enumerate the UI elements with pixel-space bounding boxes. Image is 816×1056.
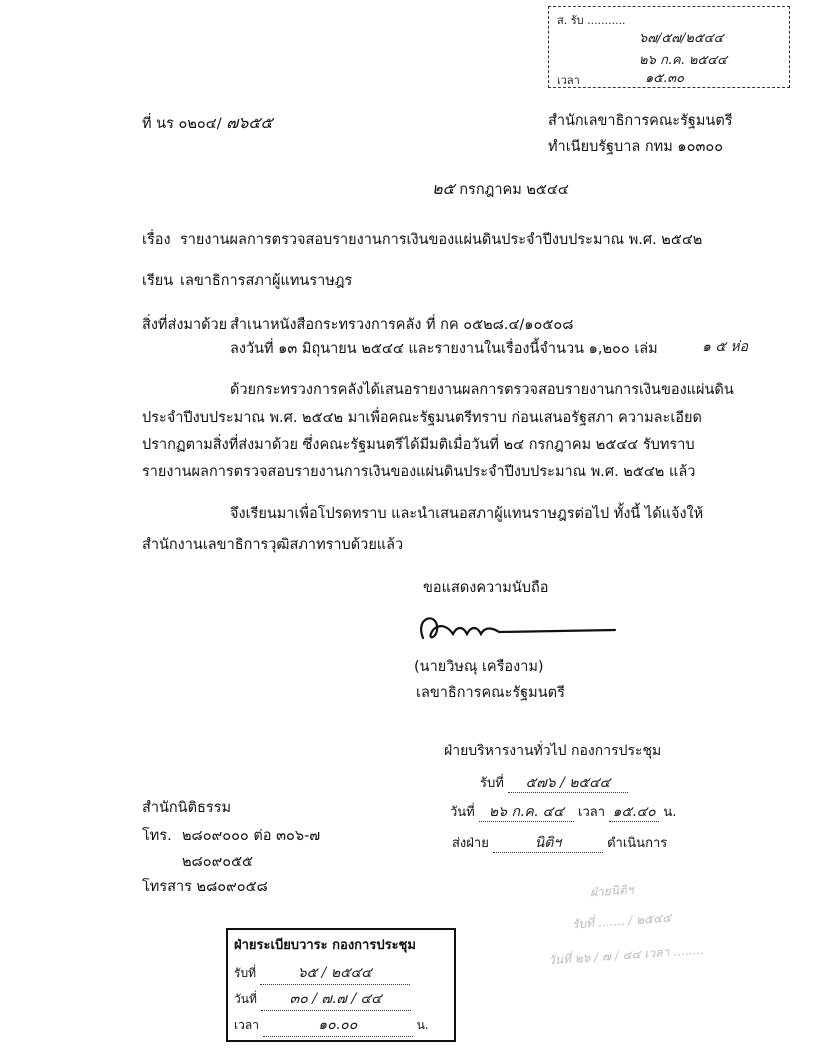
body-paragraph-1-line-2: ประจำปีงบประมาณ พ.ศ. ๒๕๔๒ มาเพื่อคณะรัฐมนตรีทราบ ก่อนเสนอรัฐสภา ความละเอียด <box>142 410 702 426</box>
reference-number <box>142 114 273 133</box>
signer-name: (นายวิษณุ เครืองาม) <box>414 659 544 675</box>
recipient-text: เลขาธิการสภาผู้แทนราษฎร <box>180 273 353 289</box>
faded-stamp-line-1: ฝ่ายนิติฯ <box>589 882 634 900</box>
body-paragraph-1-line-4: รายงานผลการตรวจสอบรายงานการเงินของแผ่นดินประจำปีงบประมาณ พ.ศ. ๒๕๔๒ แล้ว <box>142 464 696 480</box>
admin-stamp-time-label: เวลา <box>578 805 606 820</box>
enclosure-label: สิ่งที่ส่งมาด้วย <box>142 317 228 333</box>
faded-stamp-line-3: วันที่ ๒๖ / ๗ / ๔๔ เวลา ........ <box>547 942 705 968</box>
faded-stamp-line-2: รับที่ ....... / ๒๕๔๔ <box>571 910 672 932</box>
office-address: ทำเนียบรัฐบาล กทม ๑๐๓๐๐ <box>548 139 724 155</box>
enclosure-line-1: สำเนาหนังสือกระทรวงการคลัง ที่ กค ๐๕๒๘.๔/๑๐๕๐๘ <box>230 317 574 333</box>
footer-tel-1: ๒๘๐๙๐๐๐ ต่อ ๓๐๖-๗ <box>182 828 321 844</box>
admin-stamp-action: ดำเนินการ <box>607 836 668 851</box>
registry-stamp-date <box>234 988 411 1011</box>
body-paragraph-2-line-2: สำนักงานเลขาธิการวุฒิสภาทราบด้วยแล้ว <box>142 537 404 553</box>
footer-tel-2: ๒๘๐๙๐๕๕ <box>182 854 254 870</box>
body-paragraph-1-line-3: ปรากฏตามสิ่งที่ส่งมาด้วย ซึ่งคณะรัฐมนตรีได้มีมติเมื่อวันที่ ๒๔ กรกฎาคม ๒๕๔๔ รับทราบ <box>142 437 695 453</box>
admin-stamp-date-value: ๒๖ ก.ค. ๔๔ <box>479 803 574 822</box>
admin-stamp-send-label: ส่งฝ่าย <box>452 836 489 851</box>
admin-stamp-send <box>452 834 667 853</box>
receipt-stamp-top <box>548 6 790 88</box>
registry-stamp-time-value: ๑๐.๐๐ <box>263 1014 413 1037</box>
enclosure-handwritten-note: ๑ ๕ ห่อ <box>702 339 749 355</box>
reference-handwritten: ๗๖๕๕ <box>226 113 273 132</box>
subject-label: เรื่อง <box>142 232 171 248</box>
admin-stamp-title: ฝ่ายบริหารงานทั่วไป กองการประชุม <box>444 743 662 759</box>
admin-stamp-date <box>450 803 676 822</box>
letter-date <box>432 180 569 199</box>
date-day-handwritten: ๒๕ <box>432 179 455 198</box>
stamp-date: ๒๖ ก.ค. ๒๕๔๔ <box>639 53 728 68</box>
footer-fax: โทรสาร ๒๘๐๙๐๕๘ <box>142 879 268 895</box>
footer-department: สำนักนิติธรรม <box>142 800 231 816</box>
footer-tel-label: โทร. <box>142 828 172 844</box>
admin-stamp-date-label: วันที่ <box>450 805 475 820</box>
admin-stamp-received-label: รับที่ <box>480 776 504 791</box>
recipient-label: เรียน <box>142 273 174 289</box>
subject-text: รายงานผลการตรวจสอบรายงานการเงินของแผ่นดินประจำปีงบประมาณ พ.ศ. ๒๕๔๒ <box>180 232 703 248</box>
admin-stamp-received <box>480 774 628 793</box>
stamp-number: ๖๗/๕๗/๒๕๔๔ <box>639 31 724 46</box>
signature-icon <box>405 608 620 650</box>
reference-label: ที่ นร ๐๒๐๔/ <box>142 116 222 132</box>
registry-stamp-received-value: ๖๕ / ๒๕๔๔ <box>260 962 410 985</box>
admin-stamp-time-value: ๑๕.๔๐ <box>609 803 659 822</box>
stamp-time-label: เวลา <box>557 74 580 87</box>
registry-stamp-received <box>234 962 410 985</box>
closing-salutation: ขอแสดงความนับถือ <box>423 580 549 596</box>
signer-position: เลขาธิการคณะรัฐมนตรี <box>416 685 565 701</box>
admin-stamp-time-unit: น. <box>663 805 677 820</box>
stamp-time: ๑๕.๓๐ <box>645 71 685 86</box>
registry-stamp-time-unit: น. <box>416 1018 429 1032</box>
registry-stamp-title: ฝ่ายระเบียบวาระ กองการประชุม <box>234 938 416 953</box>
registry-stamp-time-label: เวลา <box>234 1018 259 1032</box>
admin-stamp-send-value: นิติฯ <box>493 834 603 853</box>
registry-stamp-received-label: รับที่ <box>234 966 256 980</box>
admin-stamp-received-value: ๕๗๖ / ๒๕๔๔ <box>508 774 628 793</box>
body-paragraph-1-line-1: ด้วยกระทรวงการคลังได้เสนอรายงานผลการตรวจสอบรายงานการเงินของแผ่นดิน <box>230 382 734 398</box>
registry-stamp-date-value: ๓๐ / ๗.๗ / ๔๔ <box>261 988 411 1011</box>
office-name: สำนักเลขาธิการคณะรัฐมนตรี <box>548 113 733 129</box>
date-month-year: กรกฎาคม ๒๕๔๔ <box>459 182 569 198</box>
enclosure-line-2: ลงวันที่ ๑๓ มิถุนายน ๒๕๔๔ และรายงานในเรื่องนี้จำนวน ๑,๒๐๐ เล่ม <box>230 341 658 357</box>
body-paragraph-2-line-1: จึงเรียนมาเพื่อโปรดทราบ และนำเสนอสภาผู้แทนราษฎรต่อไป ทั้งนี้ ได้แจ้งให้ <box>230 506 704 522</box>
registry-stamp-date-label: วันที่ <box>234 992 257 1006</box>
registry-stamp-time <box>234 1014 429 1037</box>
stamp-line: ส. รับ ........... <box>557 14 626 27</box>
registry-stamp <box>226 928 456 1042</box>
